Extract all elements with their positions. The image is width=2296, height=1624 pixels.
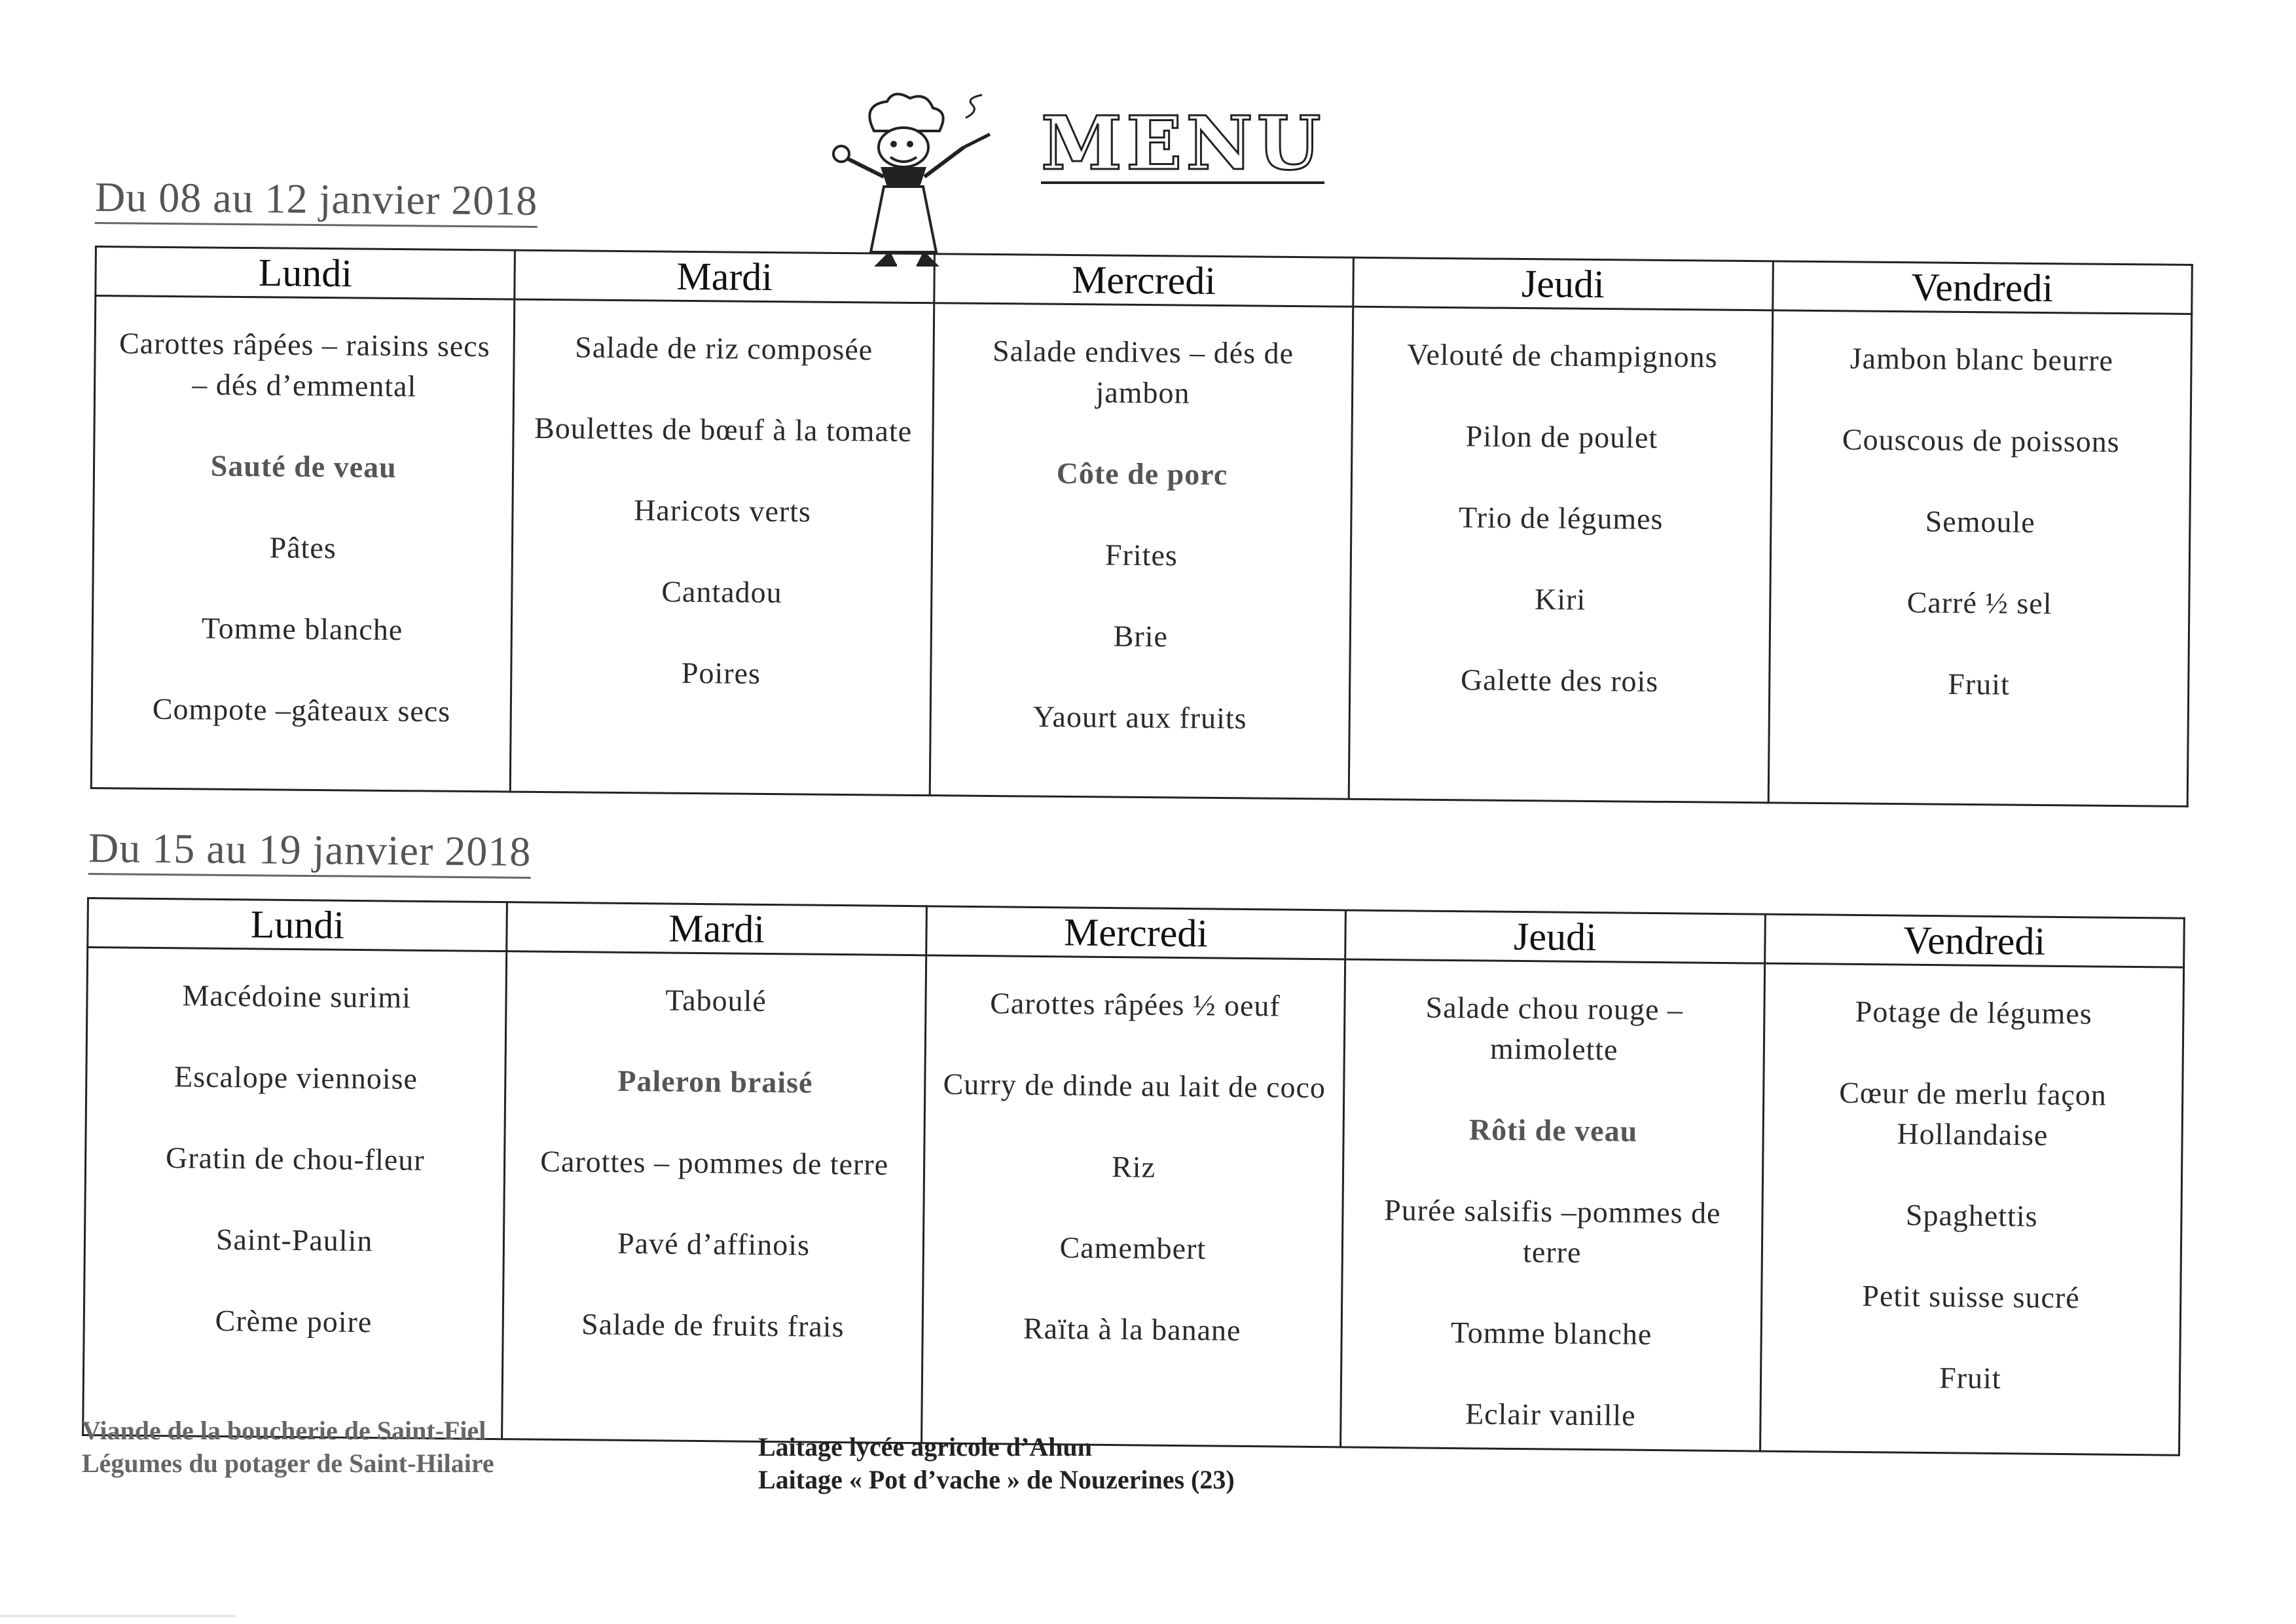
day-cell-vendredi	[1760, 963, 2184, 1455]
dish-starter: Velouté de champignons	[1407, 337, 1718, 374]
dish-cheese: Cantadou	[661, 574, 782, 610]
dish-main: Rôti de veau	[1468, 1113, 1638, 1148]
dish-cheese: Kiri	[1534, 582, 1586, 616]
day-cell-vendredi	[1768, 310, 2192, 807]
day-header-lundi: Lundi	[96, 247, 515, 300]
dish-main: Escalope viennoise	[173, 1060, 418, 1096]
dish-side: Semoule	[1925, 504, 2035, 539]
footer-meat-source: Viande de la boucherie de Saint-Fiel	[82, 1416, 486, 1445]
dish-main: Paleron braisé	[617, 1063, 813, 1099]
day-header-vendredi: Vendredi	[1772, 261, 2192, 314]
week-2-title: Du 15 au 19 janvier 2018	[88, 824, 532, 879]
dish-dessert: Fruit	[1939, 1361, 2001, 1395]
dish-starter: Carottes râpées ½ oeuf	[989, 986, 1281, 1023]
dish-dessert: Galette des rois	[1460, 663, 1659, 698]
dish-side: Riz	[1111, 1150, 1156, 1184]
dish-side: Purée salsifis –pommes de terre	[1383, 1193, 1721, 1269]
dish-dessert: Salade de fruits frais	[581, 1307, 845, 1344]
dish-main: Cœur de merlu façon Hollandaise	[1839, 1075, 2107, 1152]
day-cell-mercredi	[930, 303, 1353, 800]
day-cell-mardi	[502, 951, 926, 1443]
day-cell-mardi	[511, 299, 934, 796]
dish-side: Haricots verts	[633, 493, 812, 528]
footer-dairy-source-2: Laitage « Pot d’vache » de Nouzerines (23)	[758, 1465, 1235, 1494]
dish-main: Couscous de poissons	[1842, 422, 2120, 458]
chef-illustration	[812, 92, 1008, 268]
day-cell-jeudi	[1349, 306, 1772, 803]
dish-cheese: Tomme blanche	[201, 611, 403, 647]
dish-main: Curry de dinde au lait de coco	[943, 1067, 1326, 1105]
day-header-mercredi: Mercredi	[926, 906, 1345, 959]
week-1-menu-table	[90, 246, 2193, 807]
dish-cheese: Carré ½ sel	[1906, 585, 2052, 621]
dish-starter: Salade endives – dés de jambon	[992, 333, 1294, 410]
dish-side: Spaghettis	[1905, 1198, 2038, 1233]
dish-side: Pâtes	[269, 530, 337, 565]
dish-cheese: Saint-Paulin	[215, 1222, 373, 1258]
day-cell-jeudi	[1341, 959, 1765, 1451]
day-cell-lundi	[83, 948, 507, 1439]
dish-cheese: Tomme blanche	[1450, 1316, 1652, 1351]
dish-starter: Salade chou rouge – mimolette	[1425, 990, 1684, 1067]
scan-edge-line	[0, 1615, 236, 1617]
dish-cheese: Camembert	[1059, 1230, 1207, 1266]
day-cell-mercredi	[921, 955, 1345, 1447]
week-1-title: Du 08 au 12 janvier 2018	[95, 174, 538, 228]
dish-dessert: Compote –gâteaux secs	[152, 692, 451, 728]
dish-dessert: Crème poire	[215, 1303, 373, 1339]
day-header-vendredi: Vendredi	[1764, 914, 2184, 967]
footer-vegetable-source: Légumes du potager de Saint-Hilaire	[82, 1449, 494, 1478]
footer-sourcing-right	[758, 1431, 1235, 1496]
footer-sourcing-left	[82, 1414, 494, 1480]
dish-starter: Taboulé	[665, 983, 767, 1018]
dish-main: Pilon de poulet	[1465, 419, 1658, 454]
dish-starter: Carottes râpées – raisins secs – dés d’emmental	[118, 326, 490, 403]
dish-cheese: Petit suisse sucré	[1862, 1279, 2080, 1315]
dish-side: Gratin de chou-fleur	[165, 1141, 425, 1177]
day-header-mercredi: Mercredi	[934, 254, 1354, 307]
menu-title: MENU	[1041, 101, 1325, 187]
dish-starter: Macédoine surimi	[182, 978, 412, 1014]
dish-starter: Jambon blanc beurre	[1850, 341, 2114, 377]
dish-cheese: Pavé d’affinois	[617, 1226, 811, 1262]
dish-dessert: Fruit	[1948, 667, 2011, 701]
footer-dairy-source-1: Laitage lycée agricole d’Ahun	[758, 1432, 1092, 1462]
dish-dessert: Yaourt aux fruits	[1032, 699, 1247, 735]
dish-side: Trio de légumes	[1458, 500, 1664, 536]
day-header-lundi: Lundi	[88, 898, 507, 951]
dish-side: Frites	[1104, 538, 1178, 572]
day-header-jeudi: Jeudi	[1345, 910, 1765, 963]
day-header-mardi: Mardi	[515, 250, 934, 303]
dish-cheese: Brie	[1113, 619, 1169, 654]
day-header-jeudi: Jeudi	[1353, 257, 1773, 310]
dish-starter: Potage de légumes	[1855, 994, 2092, 1031]
dish-dessert: Raïta à la banane	[1023, 1311, 1241, 1347]
week-2-menu-table	[82, 897, 2185, 1456]
dish-main: Côte de porc	[1056, 456, 1228, 492]
dish-main: Boulettes de bœuf à la tomate	[534, 411, 913, 448]
dish-side: Carottes – pommes de terre	[540, 1144, 889, 1181]
day-header-mardi: Mardi	[507, 902, 926, 955]
dish-main: Sauté de veau	[210, 449, 397, 485]
dish-dessert: Poires	[681, 655, 761, 690]
dish-dessert: Eclair vanille	[1465, 1397, 1636, 1432]
day-cell-lundi	[91, 296, 515, 792]
dish-starter: Salade de riz composée	[575, 330, 873, 367]
